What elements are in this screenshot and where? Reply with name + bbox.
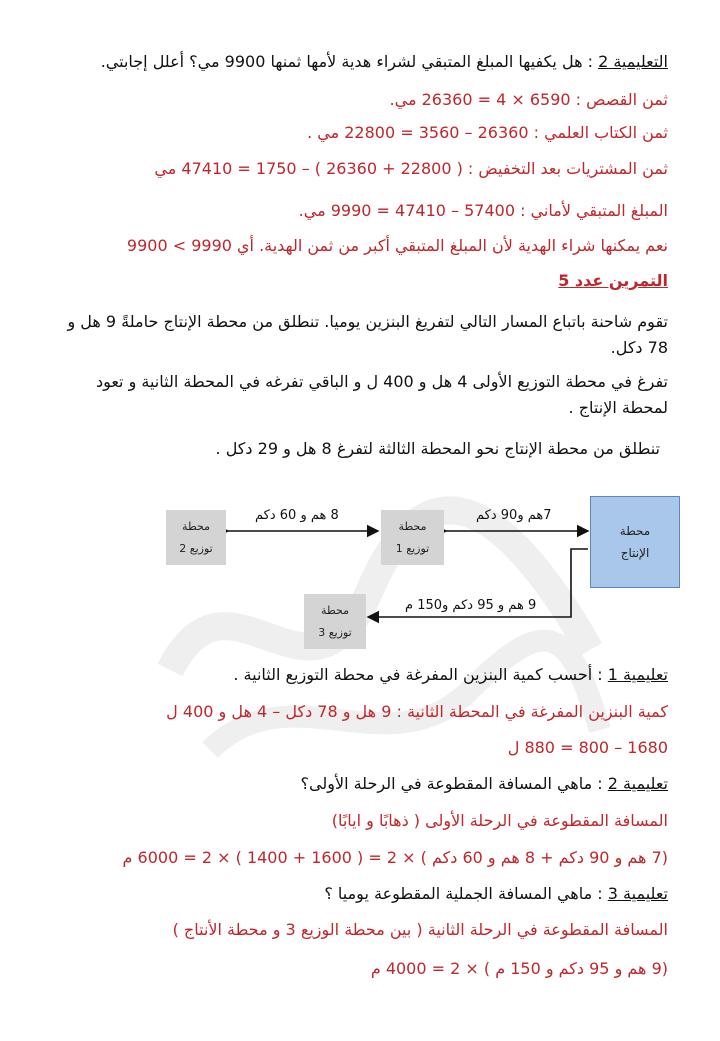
- station-label: محطة: [321, 603, 349, 617]
- question-2-text: : ماهي المسافة المقطوعة في الرحلة الأولى؟: [300, 774, 603, 793]
- question-1-text: : أحسب كمية البنزين المفرغة في محطة التوزيع الثانية .: [233, 665, 603, 684]
- station-label: توزيع 1: [395, 541, 430, 555]
- answer-line: ثمن القصص : 6590 × 4 = 26360 مي.: [389, 90, 668, 109]
- question-2-label: تعليمية 2: [607, 774, 668, 793]
- top-question-2-label: التعليمية 2: [598, 52, 668, 71]
- exercise-paragraph-2: تفرغ في محطة التوزيع الأولى 4 هل و 400 ل و الباقي تفرغه في المحطة الثانية و تعود لمحطة الإنتاج .: [95, 372, 668, 417]
- answer-2-line-1: المسافة المقطوعة في الرحلة الأولى ( ذهابًا و ايابًا): [331, 811, 668, 830]
- station-label: الإنتاج: [620, 546, 650, 560]
- question-3: [40, 882, 668, 906]
- station-label: محطة: [182, 519, 210, 533]
- exercise-paragraph-1: تقوم شاحنة باتباع المسار التالي لتفريغ البنزين يوميا. تنطلق من محطة الإنتاج حاملةً 9 هل و 78 دكل.: [67, 312, 668, 357]
- answer-3-line-2: (9 هم و 95 دكم و 150 م ) × 2 = 4000 م: [370, 959, 668, 978]
- station-label: توزيع 3: [318, 625, 352, 639]
- question-3-label: تعليمية 3: [607, 884, 668, 903]
- question-3-text: : ماهي المسافة الجملية المقطوعة يوميا ؟: [324, 884, 603, 903]
- station-distribution-1: [381, 510, 444, 565]
- answer-line: نعم يمكنها شراء الهدية لأن المبلغ المتبقي أكبر من ثمن الهدية. أي 9990 > 9900: [126, 236, 668, 255]
- answer-1-line-2: 1680 – 800 = 880 ل: [507, 738, 668, 757]
- station-production: [590, 496, 680, 588]
- answer-3-line-1: المسافة المقطوعة في الرحلة الثانية ( بين محطة الوزيع 3 و محطة الأنتاج ): [172, 920, 668, 939]
- station-label: توزيع 2: [179, 541, 213, 555]
- answer-line: ثمن الكتاب العلمي : 26360 – 3560 = 22800 مي .: [307, 123, 668, 142]
- edge-label-dist1-production: 7هم و90 دكم: [476, 508, 552, 523]
- station-label: محطة: [619, 524, 651, 538]
- question-2: [40, 772, 668, 796]
- answer-line: ثمن المشتريات بعد التخفيض : ( 22800 + 26360 ) – 1750 = 47410 مي: [154, 159, 668, 178]
- top-question-2-text: : هل يكفيها المبلغ المتبقي لشراء هدية لأمها ثمنها 9900 مي؟ أعلل إجابتي.: [100, 52, 593, 71]
- question-1-label: تعليمية 1: [607, 665, 668, 684]
- station-label: محطة: [398, 519, 427, 533]
- edge-label-dist2-dist1: 8 هم و 60 دكم: [255, 508, 339, 523]
- answer-2-line-2: (7 هم و 90 دكم + 8 هم و 60 دكم ) × 2 = ( 1600 + 1400 ) × 2 = 6000 م: [122, 848, 668, 867]
- edge-label-dist3-production: 9 هم و 95 دكم و150 م: [405, 598, 537, 613]
- question-1: [40, 663, 668, 687]
- exercise-title: التمرين عدد 5: [558, 271, 668, 290]
- station-distribution-3: [304, 594, 366, 649]
- answer-1-line-1: كمية البنزين المفرغة في المحطة الثانية : 9 هل و 78 دكل – 4 هل و 400 ل: [166, 702, 668, 721]
- station-distribution-2: [166, 510, 226, 565]
- exercise-paragraph-3: تنطلق من محطة الإنتاج نحو المحطة الثالثة لتفرغ 8 هل و 29 دكل .: [215, 439, 660, 458]
- answer-line: المبلغ المتبقي لأماني : 57400 – 47410 = 9990 مي.: [298, 201, 668, 220]
